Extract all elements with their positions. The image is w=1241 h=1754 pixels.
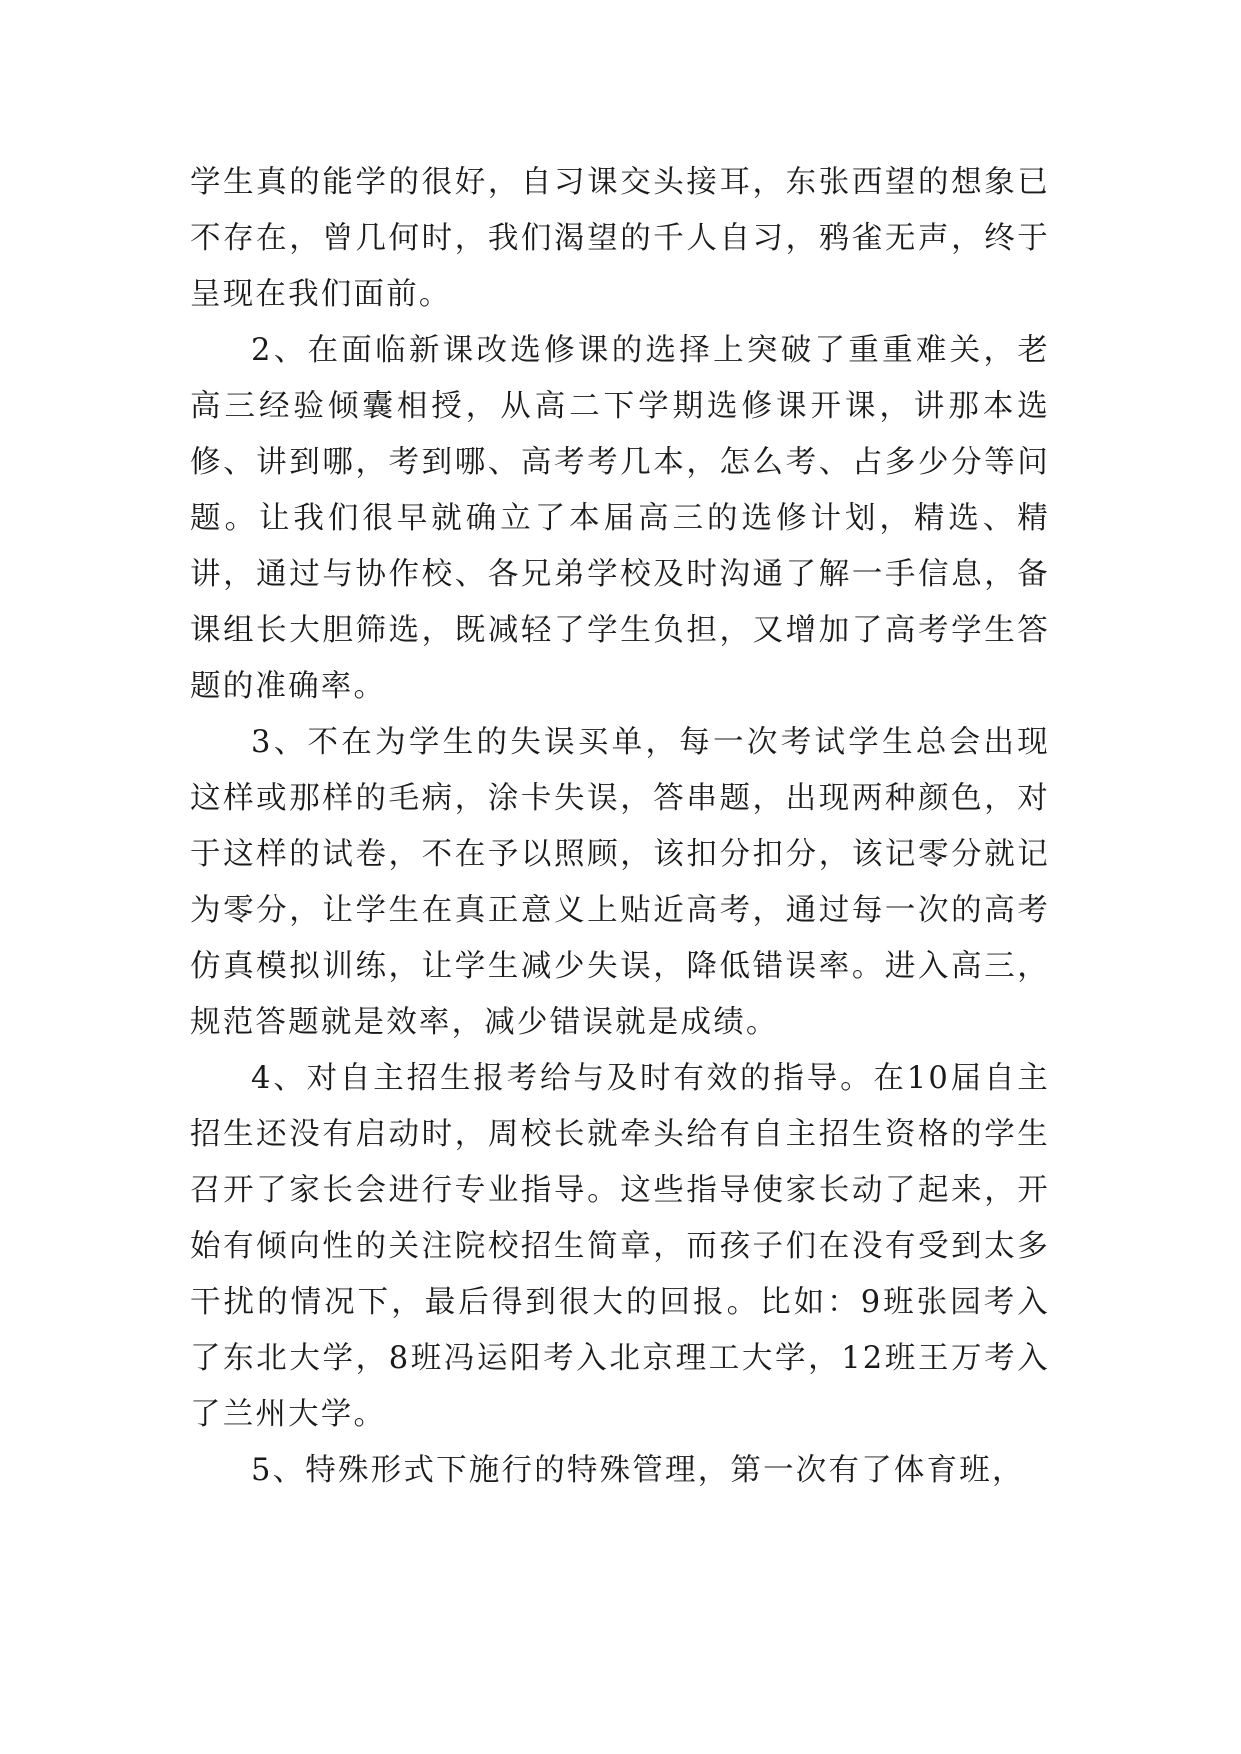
paragraph-continuation: 学生真的能学的很好，自习课交头接耳，东张西望的想象已不存在，曾几何时，我们渴望的千人自习，鸦雀无声，终于呈现在我们面前。 [190, 165, 1050, 312]
paragraph-item-4: 4、对自主招生报考给与及时有效的指导。在10届自主招生还没有启动时，周校长就牵头给有自主招生资格的学生召开了家长会进行专业指导。这些指导使家长动了起来，开始有倾向性的关注院校招生简章，而孩子们在没有受到太多干扰的情况下，最后得到很大的回报。比如：9班张园考入了东北大学，8班冯运阳考入北京理工大学，12班王万考入了兰州大学。 [190, 1061, 1050, 1432]
paragraph-item-2: 2、在面临新课改选修课的选择上突破了重重难关，老高三经验倾囊相授，从高二下学期选修课开课，讲那本选修、讲到哪，考到哪、高考考几本，怎么考、占多少分等问题。让我们很早就确立了本届高三的选修计划，精选、精讲，通过与协作校、各兄弟学校及时沟通了解一手信息，备课组长大胆筛选，既减轻了学生负担，又增加了高考学生答题的准确率。 [190, 333, 1050, 704]
document-body [190, 155, 1050, 1499]
paragraph-item-5: 5、特殊形式下施行的特殊管理，第一次有了体育班， [251, 1453, 1025, 1488]
paragraph-item-3: 3、不在为学生的失误买单，每一次考试学生总会出现这样或那样的毛病，涂卡失误，答串题，出现两种颜色，对于这样的试卷，不在予以照顾，该扣分扣分，该记零分就记为零分，让学生在真正意义上贴近高考，通过每一次的高考仿真模拟训练，让学生减少失误，降低错误率。进入高三，规范答题就是效率，减少错误就是成绩。 [190, 725, 1050, 1040]
